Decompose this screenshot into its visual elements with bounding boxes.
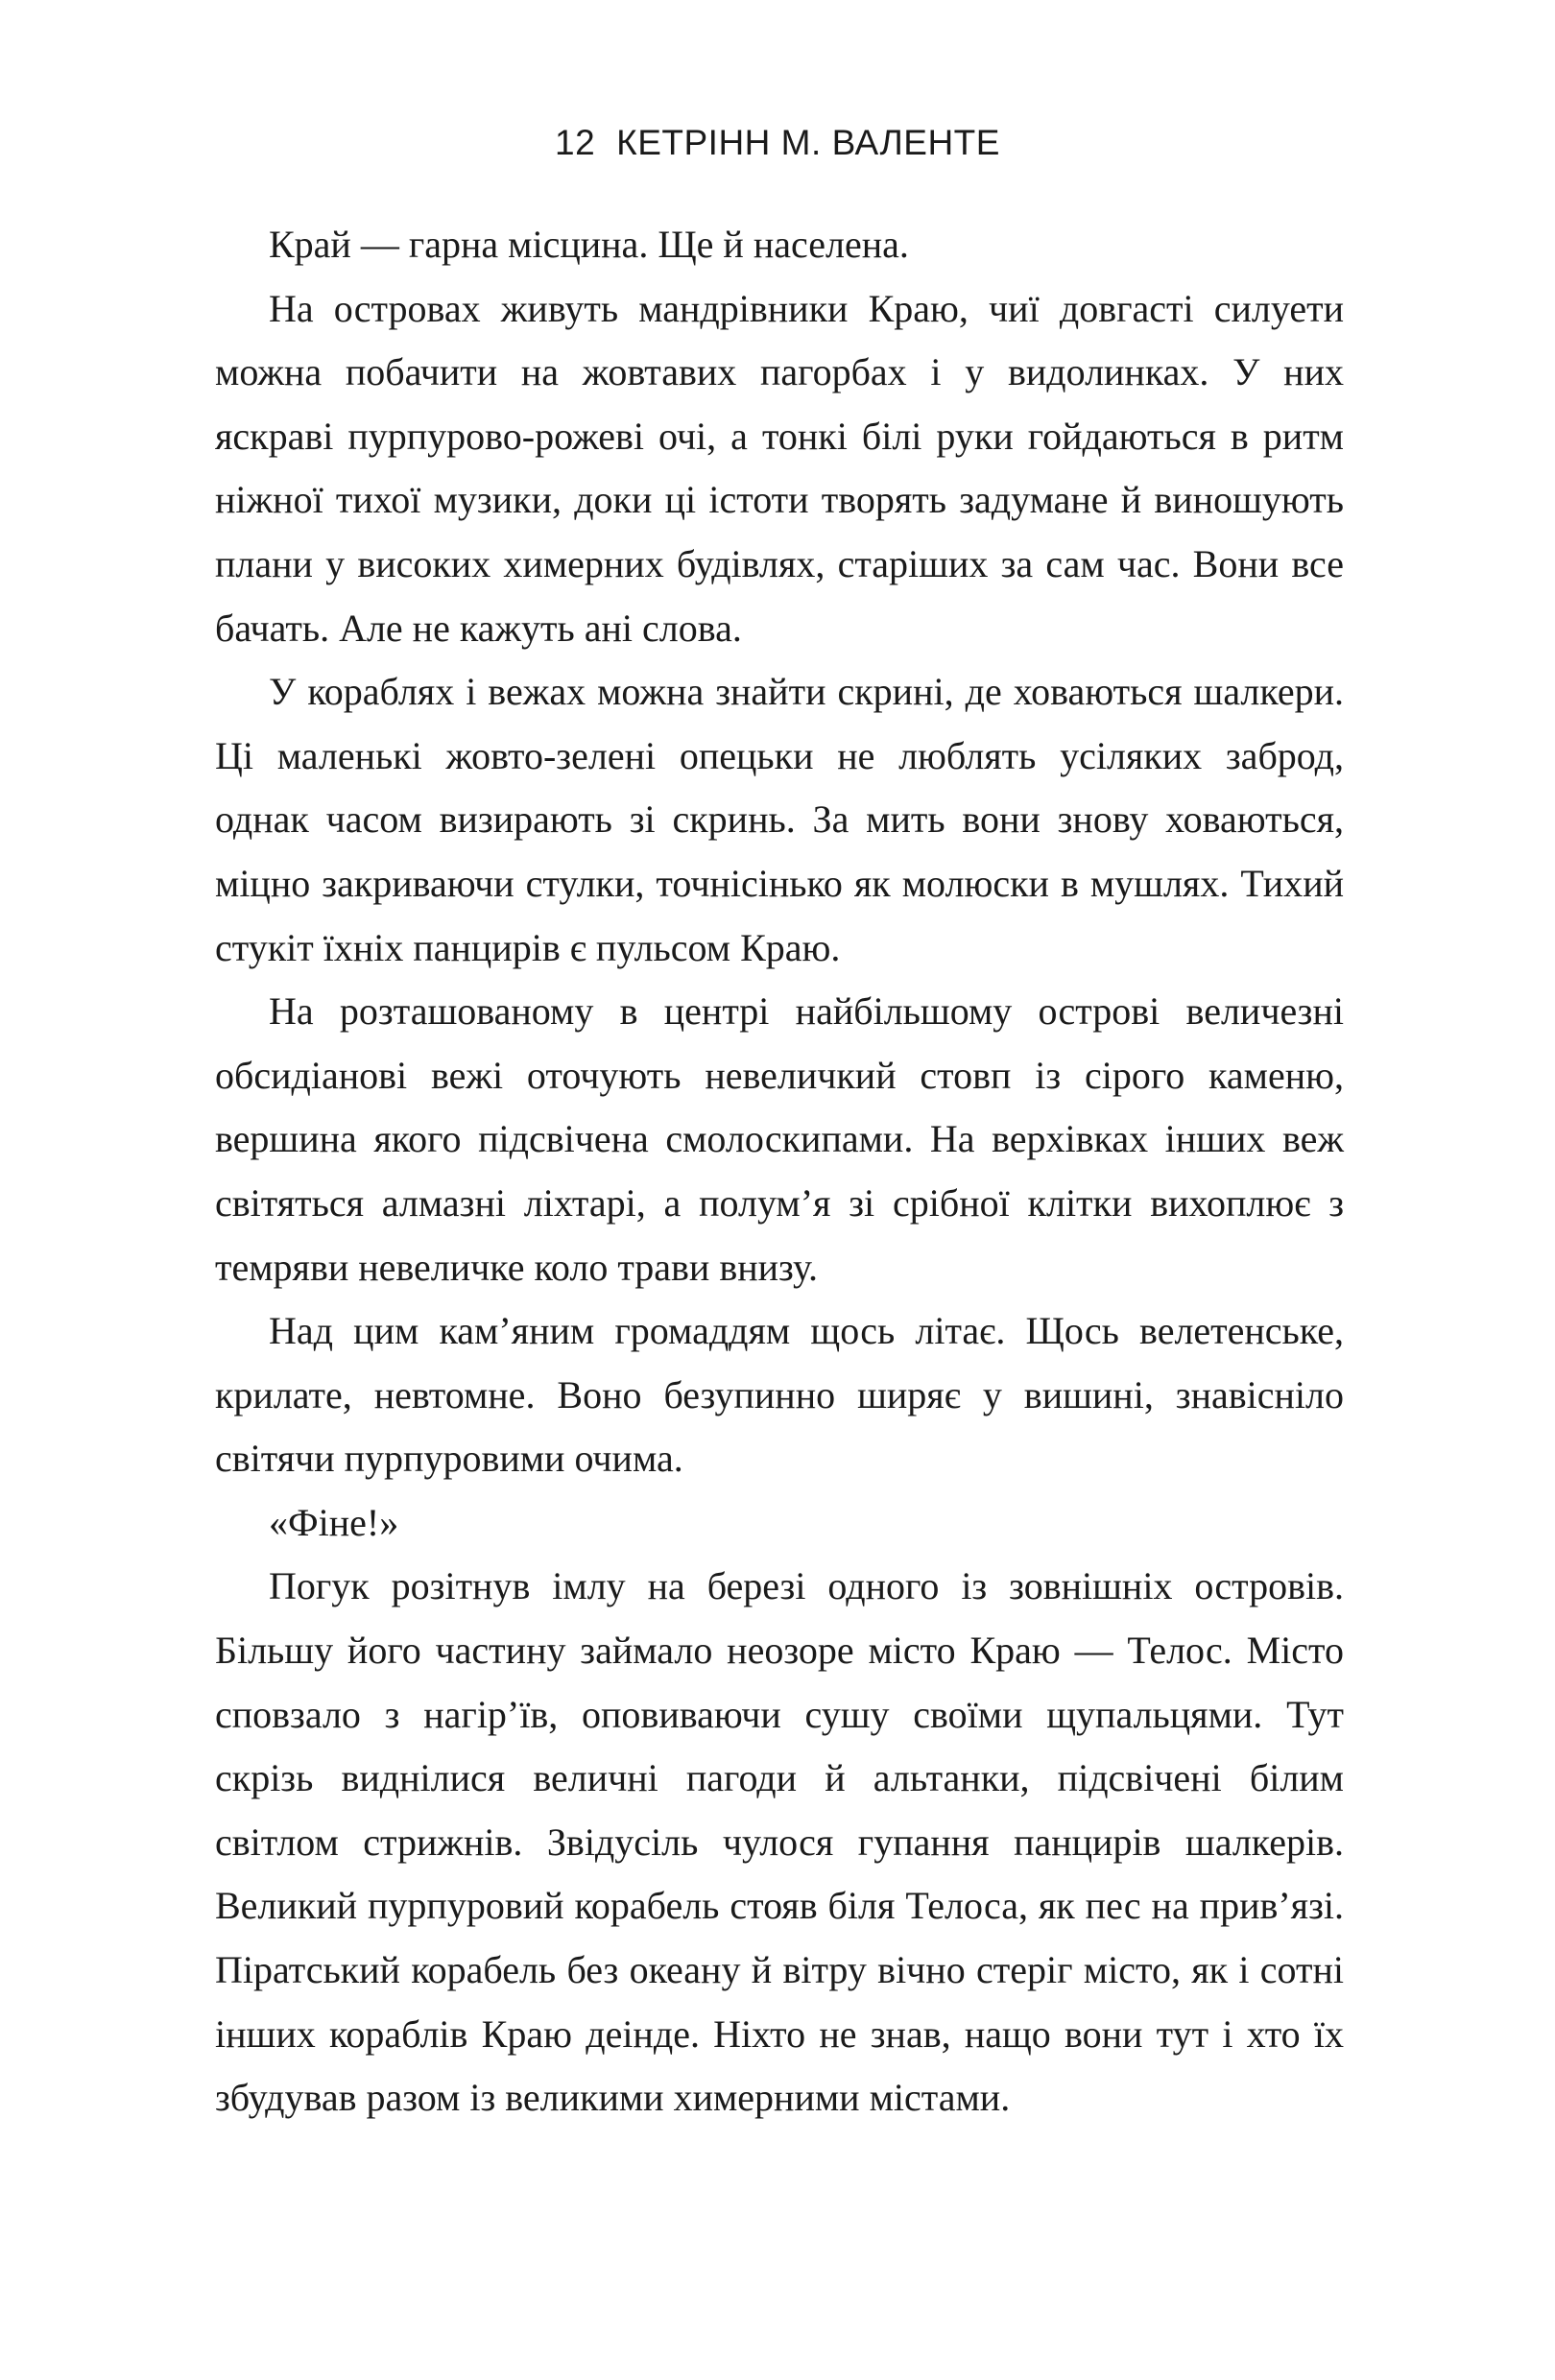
body-text bbox=[215, 213, 1344, 2130]
paragraph: На островах живуть мандрівники Краю, чиї довгасті силуети можна побачити на жовтавих пагорбах і у видолинках. У них яскраві пурпурово-рожеві очі, а тонкі білі руки гойдаються в ритм ніжної тихої музики, доки ці істоти творять задумане й виношують плани у високих химерних будівлях, старіших за сам час. Вони все бачать. Але не кажуть ані слова. bbox=[215, 286, 1344, 650]
paragraph: Край — гарна місцина. Ще й населена. bbox=[269, 223, 909, 266]
page-number: 12 bbox=[555, 123, 596, 162]
running-head bbox=[0, 123, 1555, 163]
paragraph: Над цим кам’яним громаддям щось літає. Щось велетенське, крилате, невтомне. Воно безупинно ширяє у вишині, знавісніло світячи пурпуровими очима. bbox=[215, 1309, 1344, 1481]
author-name: КЕТРІНН М. ВАЛЕНТЕ bbox=[616, 123, 1000, 162]
paragraph: У кораблях і вежах можна знайти скрині, де ховаються шалкери. Ці маленькі жовто-зелені опецьки не люблять усіляких заброд, однак часом визирають зі скринь. За мить вони знову ховаються, міцно закриваючи стулки, точнісінько як молюски в мушлях. Тихий стукіт їхніх панцирів є пульсом Краю. bbox=[215, 670, 1344, 969]
paragraph: Погук розітнув імлу на березі одного із зовнішніх островів. Більшу його частину займало неозоре місто Краю — Телос. Місто сповзало з нагір’їв, оповиваючи сушу своїми щупальцями. Тут скрізь виднілися величні пагоди й альтанки, підсвічені білим світлом стрижнів. Звідусіль чулося гупання панцирів шалкерів. Великий пурпуровий корабель стояв біля Телоса, як пес на прив’язі. Піратський корабель без океану й вітру вічно стеріг місто, як і сотні інших кораблів Краю деінде. Ніхто не знав, нащо вони тут і хто їх збудував разом із великими химерними містами. bbox=[215, 1564, 1344, 2120]
paragraph: «Фіне!» bbox=[269, 1500, 399, 1544]
paragraph: На розташованому в центрі найбільшому острові величезні обсидіанові вежі оточують невеличкий стовп із сірого каменю, вершина якого підсвічена смолоскипами. На верхівках інших веж світяться алмазні ліхтарі, а полум’я зі срібної клітки вихоплює з темряви невеличке коло трави внизу. bbox=[215, 989, 1344, 1289]
